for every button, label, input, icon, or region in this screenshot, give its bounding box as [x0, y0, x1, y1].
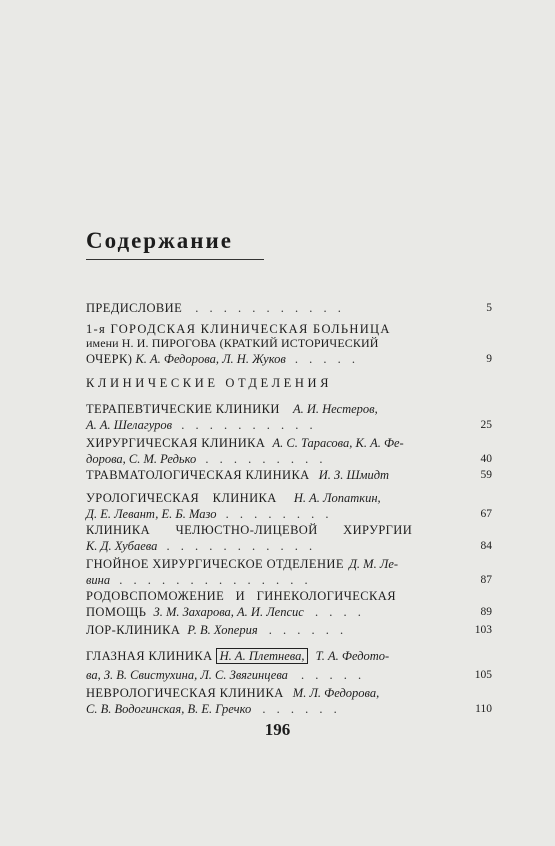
toc-line: [86, 451, 490, 467]
page-number: 87: [480, 574, 492, 586]
toc-entry-author: А. А. Шелагуров: [86, 418, 173, 432]
toc-entry-therapy: [86, 401, 490, 433]
toc-entry-ophthalmology: [86, 648, 490, 683]
toc-entry-title-cont: ПОМОЩЬ: [86, 605, 147, 619]
toc-entry-hospital-history: [86, 321, 490, 367]
toc-line: [86, 622, 490, 638]
page-number: 110: [475, 703, 492, 715]
leader-dots: . . . . .: [294, 352, 360, 366]
toc-entry-title: ПРЕДИСЛОВИЕ: [86, 301, 183, 315]
toc-entry-title: ТРАВМАТОЛОГИЧЕСКАЯ КЛИНИКА: [86, 468, 310, 482]
toc-line: [86, 588, 490, 604]
toc-entry-author: Р. В. Хоперия: [187, 623, 258, 637]
page-title: Содержание: [86, 228, 233, 253]
page-number: 67: [480, 508, 492, 520]
toc-entry-author: М. Л. Федорова,: [292, 686, 380, 700]
toc-entry-author: Д. М. Ле-: [348, 557, 399, 571]
toc-line: [86, 648, 490, 664]
toc-entry-surgery: [86, 435, 490, 467]
leader-dots: . . . . . .: [262, 702, 341, 716]
toc-entry-author: И. З. Шмидт: [318, 468, 390, 482]
page-number: 105: [474, 669, 492, 681]
toc-line: [86, 435, 490, 451]
leader-dots: . . . . .: [301, 668, 366, 682]
section-heading: КЛИНИЧЕСКИЕ ОТДЕЛЕНИЯ: [86, 376, 333, 390]
toc-entry-title-cont: ОЧЕРК): [86, 352, 133, 366]
toc-line: [86, 522, 490, 538]
page-number: 5: [486, 302, 492, 314]
toc-line: [86, 417, 490, 433]
page-number: 9: [486, 353, 492, 365]
page-number: 103: [474, 624, 492, 636]
page-number: 25: [480, 419, 492, 431]
toc-line: [86, 667, 490, 683]
title-underline: [86, 259, 264, 260]
toc-line: [86, 300, 490, 316]
toc-line: [86, 490, 490, 506]
leader-dots: . . . . . . . . .: [205, 452, 327, 466]
toc-line: [86, 685, 490, 701]
toc-line: [86, 506, 490, 522]
toc-entry-title: ХИРУРГИЧЕСКАЯ КЛИНИКА: [86, 436, 266, 450]
toc-entry-title: ГЛАЗНАЯ КЛИНИКА: [86, 649, 213, 663]
toc-entry-title: ГНОЙНОЕ ХИРУРГИЧЕСКОЕ ОТДЕЛЕНИЕ: [86, 557, 344, 571]
toc-entry-title: РОДОВСПОМОЖЕНИЕ И ГИНЕКОЛОГИЧЕСКАЯ: [86, 589, 396, 603]
toc-line: [86, 538, 490, 554]
toc-entry-traumatology: [86, 467, 490, 483]
toc-entry-author: А. С. Тарасова, К. А. Фе-: [272, 436, 404, 450]
toc-line: [86, 467, 490, 483]
page-number: 59: [480, 469, 492, 481]
page-folio-number: 196: [264, 720, 291, 739]
toc-entry-title: НЕВРОЛОГИЧЕСКАЯ КЛИНИКА: [86, 686, 284, 700]
toc-line: [86, 351, 490, 367]
toc-entry-purulent-surgery: [86, 556, 490, 588]
toc-line: [86, 701, 490, 717]
toc-entry-author: С. В. Водогинская, В. Е. Гречко: [86, 702, 252, 716]
leader-dots: . . . . . . . . . . . . . .: [119, 573, 312, 587]
toc-entry-author: К. А. Федорова, Л. Н. Жуков: [135, 352, 286, 366]
toc-line: [86, 556, 490, 572]
toc-line: [86, 335, 490, 351]
toc-entry-title-cont: имени Н. И. ПИРОГОВА (КРАТКИЙ ИСТОРИЧЕСКИЙ: [86, 336, 379, 350]
toc-entry-author: Н. А. Лопаткин,: [293, 491, 381, 505]
toc-entry-preface: [86, 300, 490, 316]
toc-entry-author: К. Д. Хубаева: [86, 539, 158, 553]
boxed-author: Н. А. Плетнева,: [216, 648, 309, 664]
toc-entry-maxillofacial: [86, 522, 490, 554]
toc-entry-author: З. М. Захарова, А. И. Лепсис: [153, 605, 304, 619]
toc-entry-neurology: [86, 685, 490, 717]
page-number: 84: [480, 540, 492, 552]
leader-dots: . . . . . . . .: [225, 507, 333, 521]
leader-dots: . . . . . . . . . .: [181, 418, 317, 432]
toc-entry-obstetrics: [86, 588, 490, 620]
leader-dots: . . . . . . . . . . .: [195, 301, 345, 315]
leader-dots: . . . . . . . . . . .: [166, 539, 317, 553]
leader-dots: . . . . . .: [268, 623, 348, 637]
page-number: 89: [480, 606, 492, 618]
toc-entry-ent: [86, 622, 490, 638]
toc-entry-author: вина: [86, 573, 111, 587]
toc-entry-author: А. И. Нестеров,: [292, 402, 378, 416]
toc-entry-title: ЛОР-КЛИНИКА: [86, 623, 181, 637]
toc-entry-title: КЛИНИКА ЧЕЛЮСТНО-ЛИЦЕВОЙ ХИРУРГИИ: [86, 523, 413, 537]
toc-entry-title: ТЕРАПЕВТИЧЕСКИЕ КЛИНИКИ: [86, 402, 280, 416]
toc-entry-author: ва, З. В. Свистухина, Л. С. Звягинцева: [86, 668, 288, 682]
toc-entry-title: УРОЛОГИЧЕСКАЯ КЛИНИКА: [86, 491, 277, 505]
leader-dots: . . . .: [314, 605, 365, 619]
toc-line: [86, 604, 490, 620]
toc-entry-author: Т. А. Федото-: [315, 649, 390, 663]
toc-entry-author: Д. Е. Левант, Е. Б. Мазо: [86, 507, 217, 521]
toc-line: [86, 572, 490, 588]
page-number: 40: [480, 453, 492, 465]
toc-entry-author: дорова, С. М. Редько: [86, 452, 197, 466]
toc-line: [86, 401, 490, 417]
toc-entry-urology: [86, 490, 490, 522]
toc-entry-title: 1-я ГОРОДСКАЯ КЛИНИЧЕСКАЯ БОЛЬНИЦА: [86, 322, 391, 336]
